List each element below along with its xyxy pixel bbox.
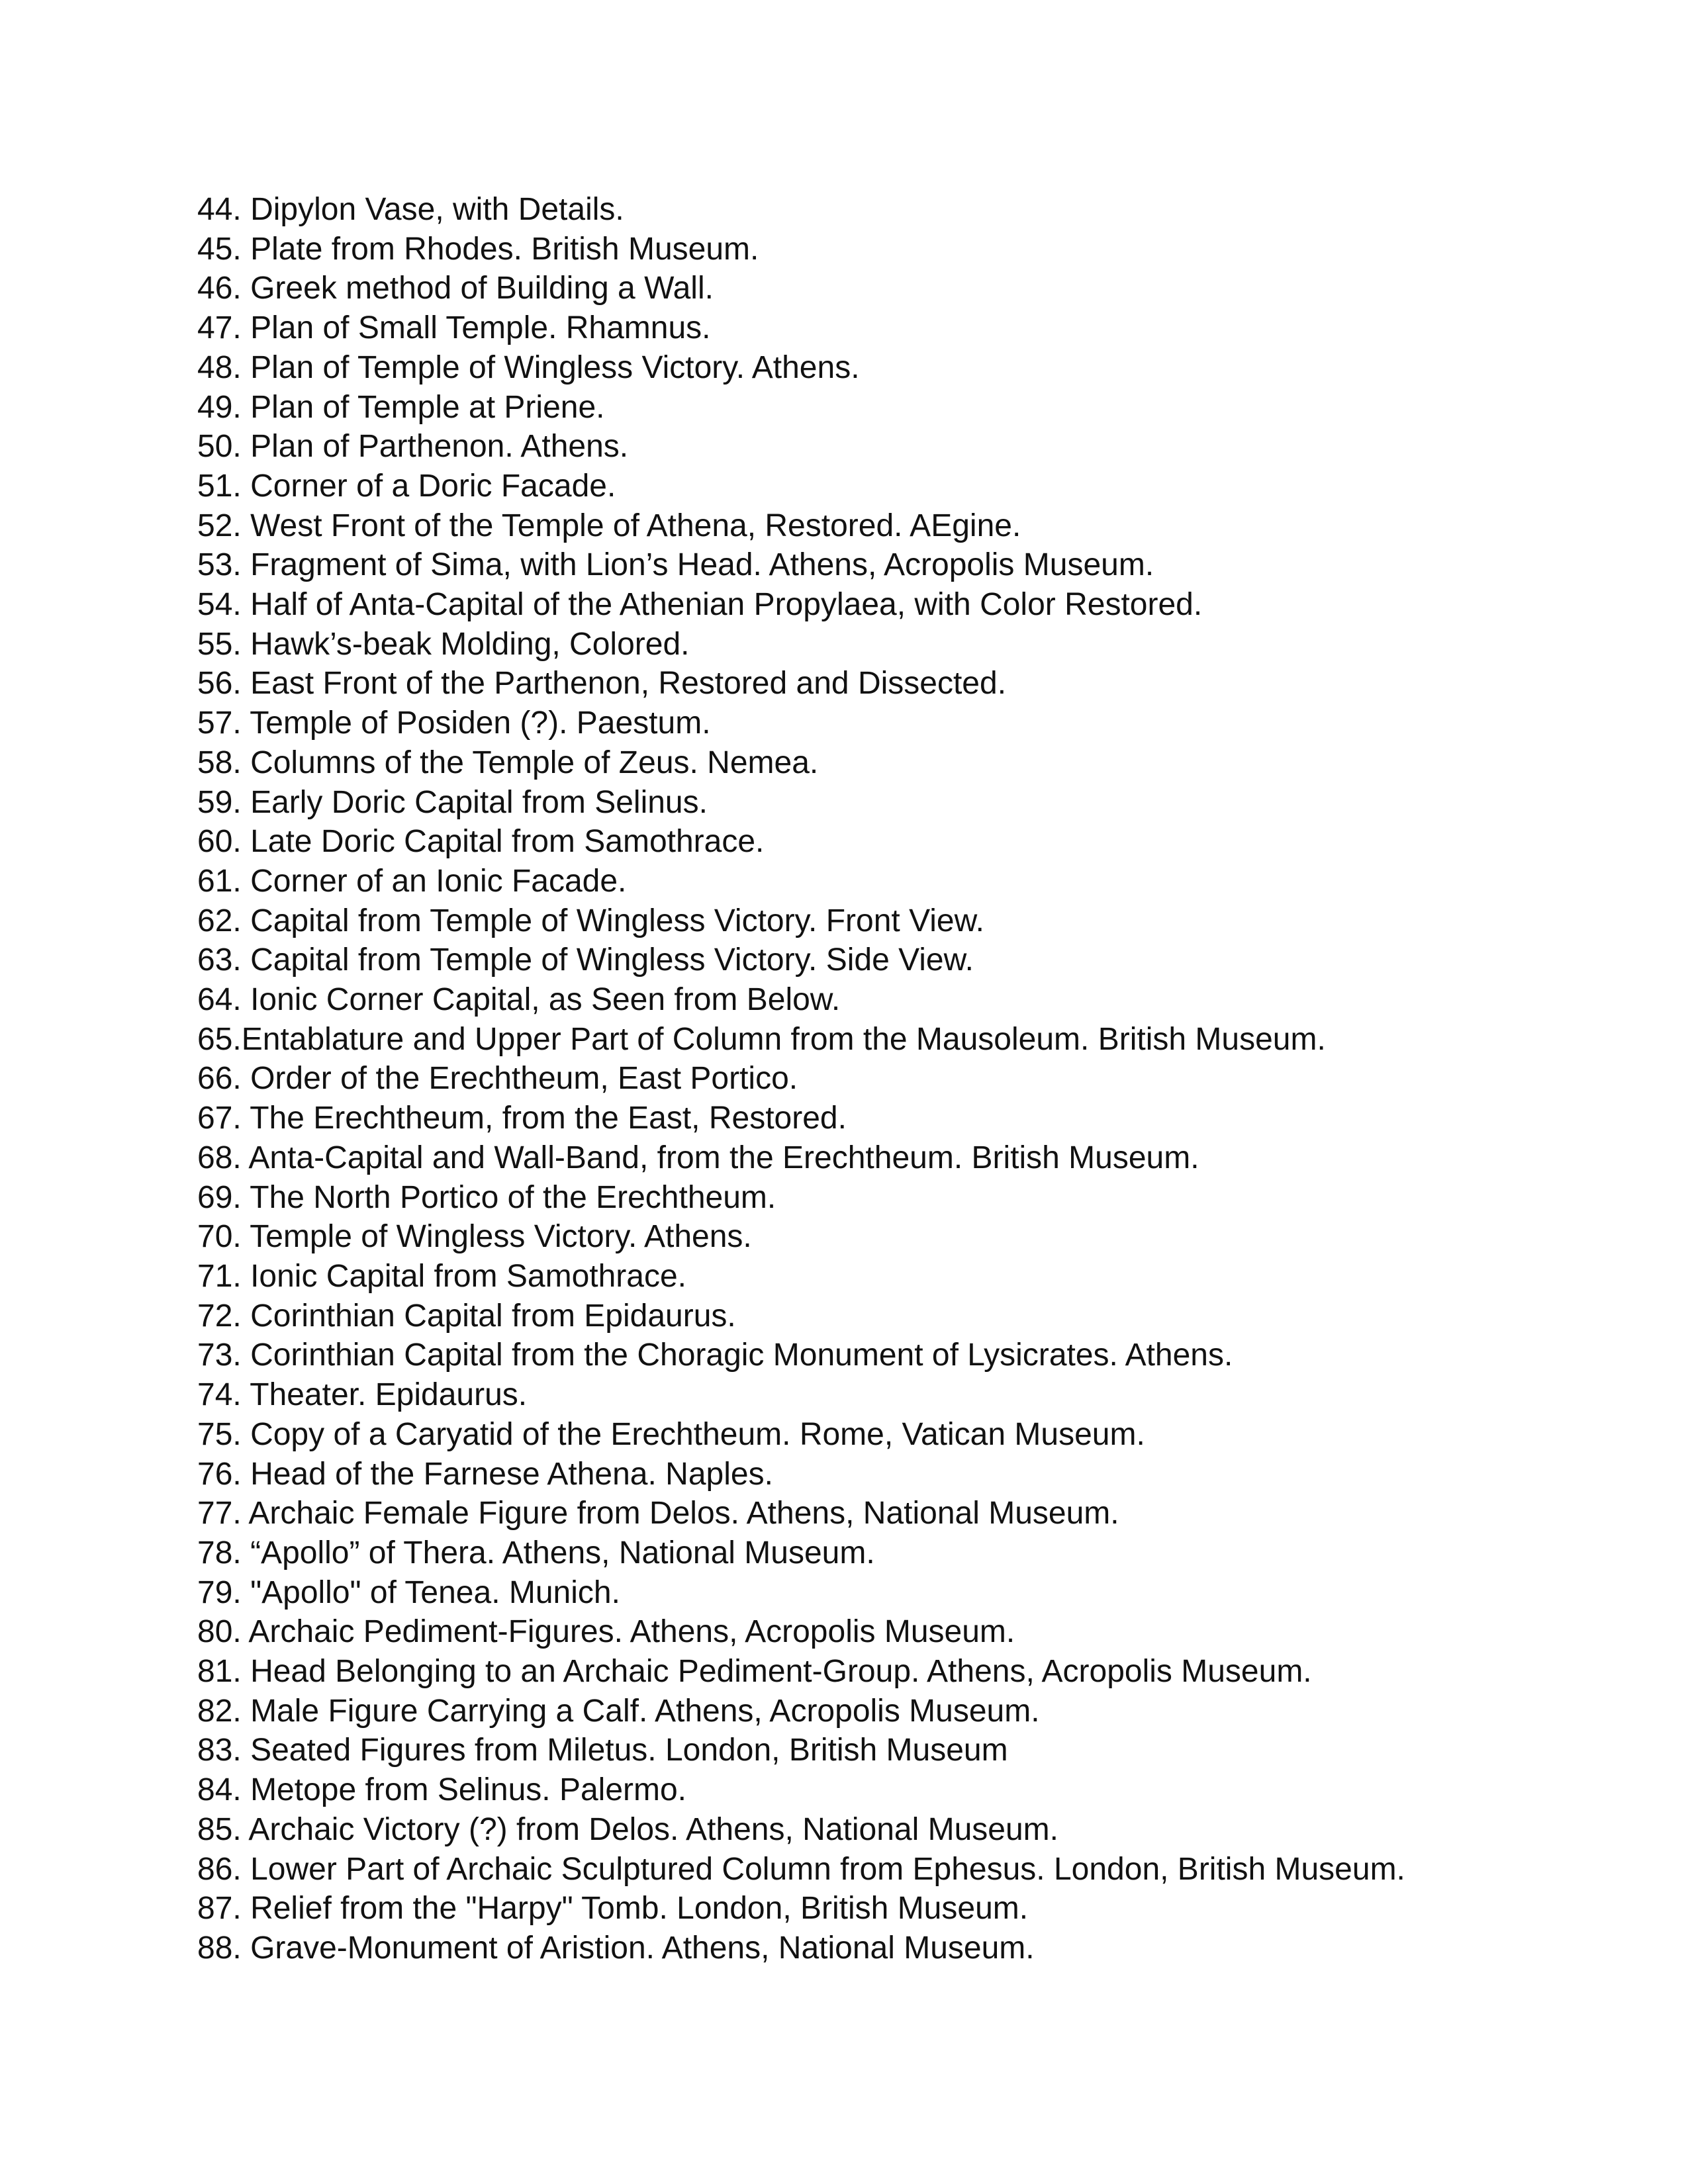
list-item: 62. Capital from Temple of Wingless Victory. Front View. [197,903,984,938]
list-item: 63. Capital from Temple of Wingless Victory. Side View. [197,942,974,978]
list-item: 46. Greek method of Building a Wall. [197,271,714,306]
list-item: 48. Plan of Temple of Wingless Victory. Athens. [197,349,860,385]
list-item: 71. Ionic Capital from Samothrace. [197,1258,687,1294]
list-item: 88. Grave-Monument of Aristion. Athens, National Museum. [197,1930,1035,1966]
list-item: 82. Male Figure Carrying a Calf. Athens, Acropolis Museum. [197,1693,1040,1729]
list-item: 50. Plan of Parthenon. Athens. [197,429,629,465]
list-item: 86. Lower Part of Archaic Sculptured Column from Ephesus. London, British Museum. [197,1851,1405,1887]
list-item: 60. Late Doric Capital from Samothrace. [197,824,765,860]
list-item: 58. Columns of the Temple of Zeus. Nemea. [197,745,819,780]
list-item: 44. Dipylon Vase, with Details. [197,192,624,227]
list-item: 81. Head Belonging to an Archaic Pediment-Group. Athens, Acropolis Museum. [197,1654,1312,1690]
list-item: 51. Corner of a Doric Facade. [197,468,616,504]
list-item: 64. Ionic Corner Capital, as Seen from Below. [197,982,841,1018]
list-item: 78. “Apollo” of Thera. Athens, National Museum. [197,1535,875,1570]
list-item: 57. Temple of Posiden (?). Paestum. [197,705,711,741]
list-item: 61. Corner of an Ionic Facade. [197,863,627,899]
list-item: 72. Corinthian Capital from Epidaurus. [197,1298,736,1334]
list-item: 87. Relief from the "Harpy" Tomb. London, British Museum. [197,1891,1029,1927]
list-item: 74. Theater. Epidaurus. [197,1377,528,1413]
list-item: 52. West Front of the Temple of Athena, Restored. AEgine. [197,508,1021,543]
list-item: 47. Plan of Small Temple. Rhamnus. [197,310,711,346]
list-item: 56. East Front of the Parthenon, Restored and Dissected. [197,666,1007,702]
list-item: 76. Head of the Farnese Athena. Naples. [197,1456,773,1492]
list-item: 68. Anta-Capital and Wall-Band, from the Erechtheum. British Museum. [197,1140,1199,1175]
list-item: 70. Temple of Wingless Victory. Athens. [197,1219,752,1255]
figure-list [197,190,1640,1968]
list-item: 80. Archaic Pediment-Figures. Athens, Acropolis Museum. [197,1614,1015,1650]
list-item: 54. Half of Anta-Capital of the Athenian Propylaea, with Color Restored. [197,587,1203,623]
list-item: 65.Entablature and Upper Part of Column from the Mausoleum. British Museum. [197,1021,1326,1057]
list-item: 85. Archaic Victory (?) from Delos. Athens, National Museum. [197,1811,1058,1847]
list-item: 67. The Erechtheum, from the East, Restored. [197,1101,847,1136]
list-item: 66. Order of the Erechtheum, East Portico. [197,1061,798,1097]
list-item: 59. Early Doric Capital from Selinus. [197,784,708,820]
list-item: 53. Fragment of Sima, with Lion’s Head. Athens, Acropolis Museum. [197,547,1154,583]
list-item: 84. Metope from Selinus. Palermo. [197,1772,687,1808]
list-item: 83. Seated Figures from Miletus. London, British Museum [197,1733,1008,1768]
list-item: 49. Plan of Temple at Priene. [197,389,605,425]
list-item: 79. "Apollo" of Tenea. Munich. [197,1574,620,1610]
list-item: 55. Hawk’s-beak Molding, Colored. [197,626,690,662]
list-item: 45. Plate from Rhodes. British Museum. [197,231,759,267]
list-item: 77. Archaic Female Figure from Delos. Athens, National Museum. [197,1496,1119,1531]
list-item: 75. Copy of a Caryatid of the Erechtheum. Rome, Vatican Museum. [197,1416,1145,1452]
list-item: 73. Corinthian Capital from the Choragic Monument of Lysicrates. Athens. [197,1338,1233,1373]
list-item: 69. The North Portico of the Erechtheum. [197,1179,776,1215]
